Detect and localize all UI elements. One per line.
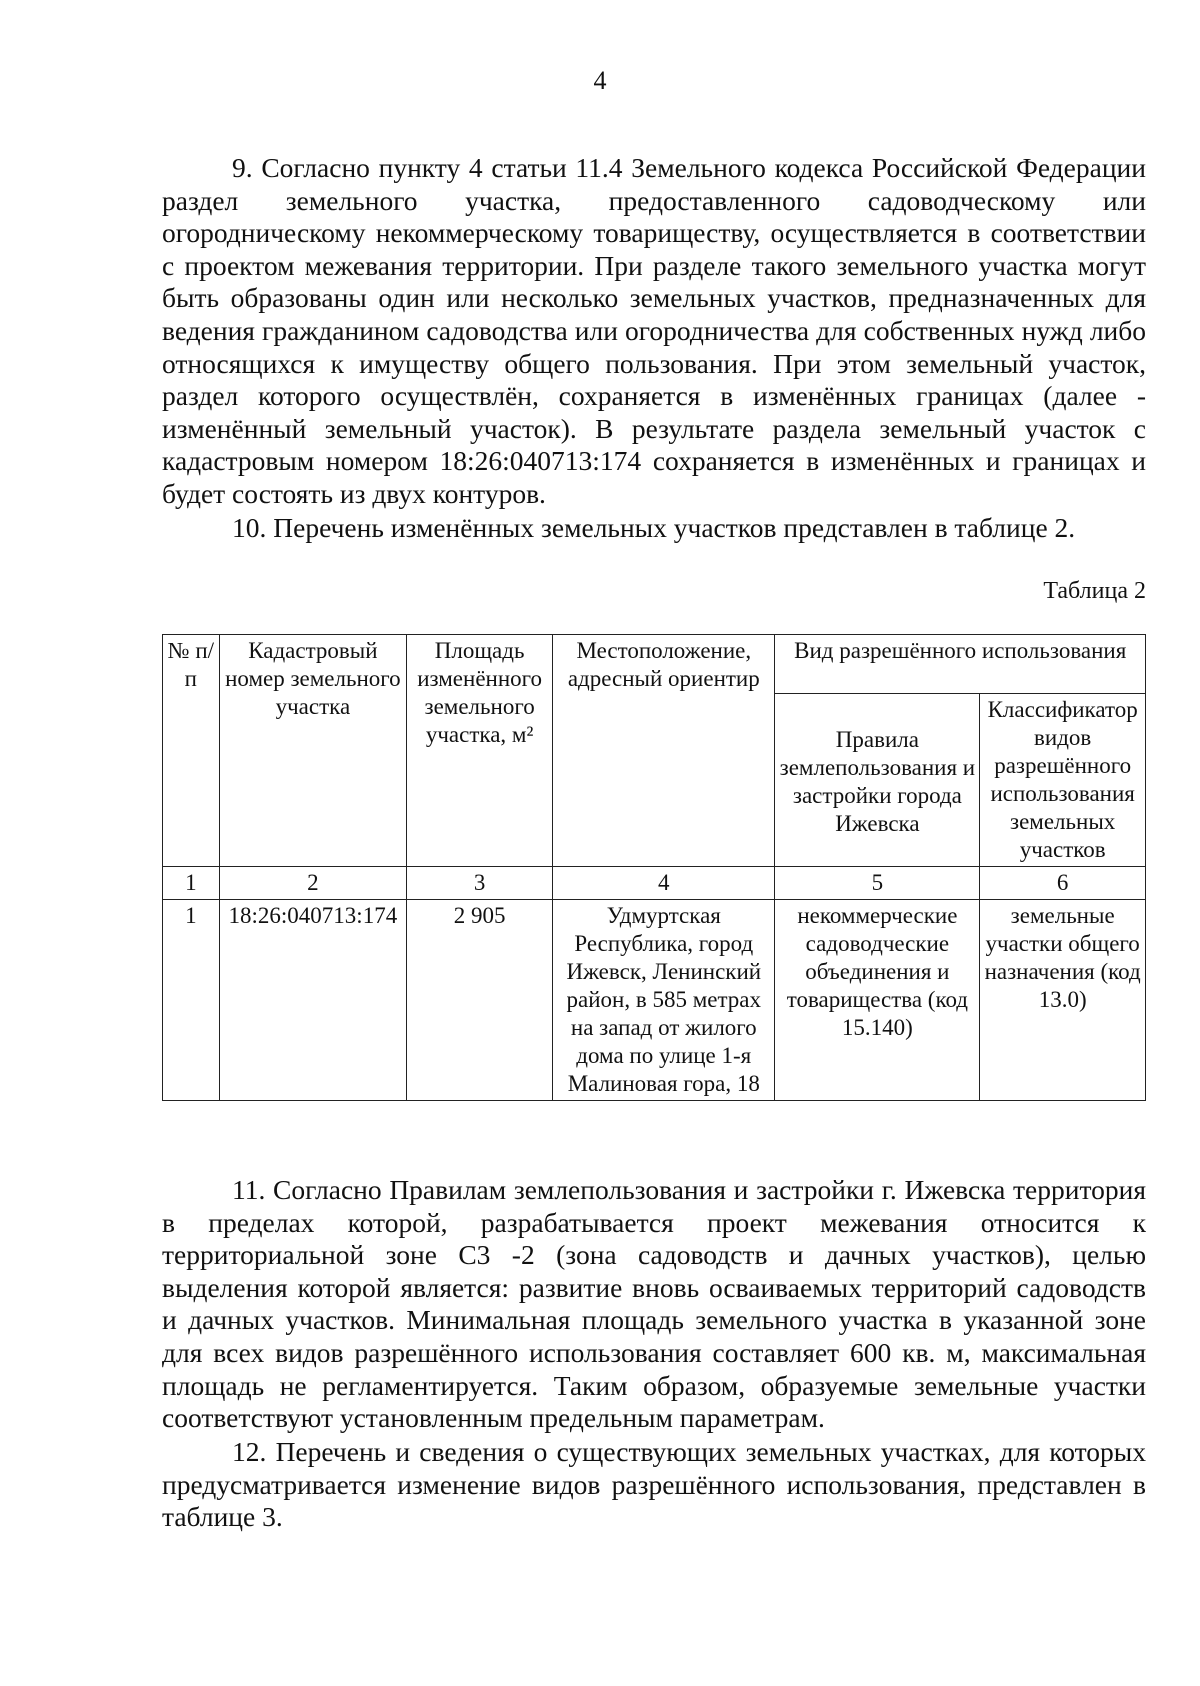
cell-rules: некоммерческие садоводческие объединения и товарищества (код 15.140) xyxy=(775,900,980,1101)
cell-classifier: земельные участки общего назначения (код 13.0) xyxy=(980,900,1146,1101)
header-cadastral: Кадастровый номер земельного участка xyxy=(219,635,406,867)
cell-location: Удмуртская Республика, город Ижевск, Ленинский район, в 585 метрах на запад от жилого дома по улице 1-я Малиновая гора, 18 xyxy=(553,900,775,1101)
column-number: 1 xyxy=(163,867,220,900)
paragraph-12: 12. Перечень и сведения о существующих земельных участках, для которых предусматривается изменение видов разрешённого использования, представлен в таблице 3. xyxy=(162,1436,1146,1533)
header-use-type: Вид разрешённого использования xyxy=(775,635,1146,694)
header-location: Местоположение, адресный ориентир xyxy=(553,635,775,867)
header-rules: Правила землепользования и застройки города Ижевска xyxy=(775,694,980,867)
page-number: 4 xyxy=(593,66,607,95)
paragraph-11: 11. Согласно Правилам землепользования и застройки г. Ижевска территория в пределах которой, разрабатывается проект межевания относится к территориальной зоне С3 -2 (зона садоводств и дачных участков), целью выделения которой является: развитие вновь осваиваемых территорий садоводств и дачных участков. Минимальная площадь земельного участка в указанной зоне для всех видов разрешённого использования составляет 600 кв. м, максимальная площадь не регламентируется. Таким образом, образуемые земельные участки соответствуют установленным предельным параметрам. xyxy=(162,1174,1146,1434)
header-area: Площадь изменённого земельного участка, м² xyxy=(407,635,553,867)
table-column-numbers-row xyxy=(163,867,1146,900)
paragraph-10: 10. Перечень изменённых земельных участков представлен в таблице 2. xyxy=(232,512,1076,543)
table-header-row xyxy=(163,635,1146,694)
cell-cadastral: 18:26:040713:174 xyxy=(219,900,406,1101)
column-number: 5 xyxy=(775,867,980,900)
cell-area: 2 905 xyxy=(407,900,553,1101)
header-classifier: Классификатор видов разрешённого использования земельных участков xyxy=(980,694,1146,867)
table-row xyxy=(163,900,1146,1101)
column-number: 6 xyxy=(980,867,1146,900)
header-num: № п/п xyxy=(163,635,220,867)
column-number: 2 xyxy=(219,867,406,900)
column-number: 3 xyxy=(407,867,553,900)
cell-num: 1 xyxy=(163,900,220,1101)
land-plots-table xyxy=(162,634,1146,1101)
column-number: 4 xyxy=(553,867,775,900)
table-caption: Таблица 2 xyxy=(1043,578,1146,604)
paragraph-9: 9. Согласно пункту 4 статьи 11.4 Земельного кодекса Российской Федерации раздел земельного участка, предоставленного садоводческому или огородническому некоммерческому товариществу, осуществляется в соответствии с проектом межевания территории. При разделе такого земельного участка могут быть образованы один или несколько земельных участков, предназначенных для ведения гражданином садоводства или огородничества для собственных нужд либо относящихся к имуществу общего пользования. При этом земельный участок, раздел которого осуществлён, сохраняется в изменённых границах (далее - изменённый земельный участок). В результате раздела земельный участок с кадастровым номером 18:26:040713:174 сохраняется в изменённых и границах и будет состоять из двух контуров. xyxy=(162,152,1146,509)
